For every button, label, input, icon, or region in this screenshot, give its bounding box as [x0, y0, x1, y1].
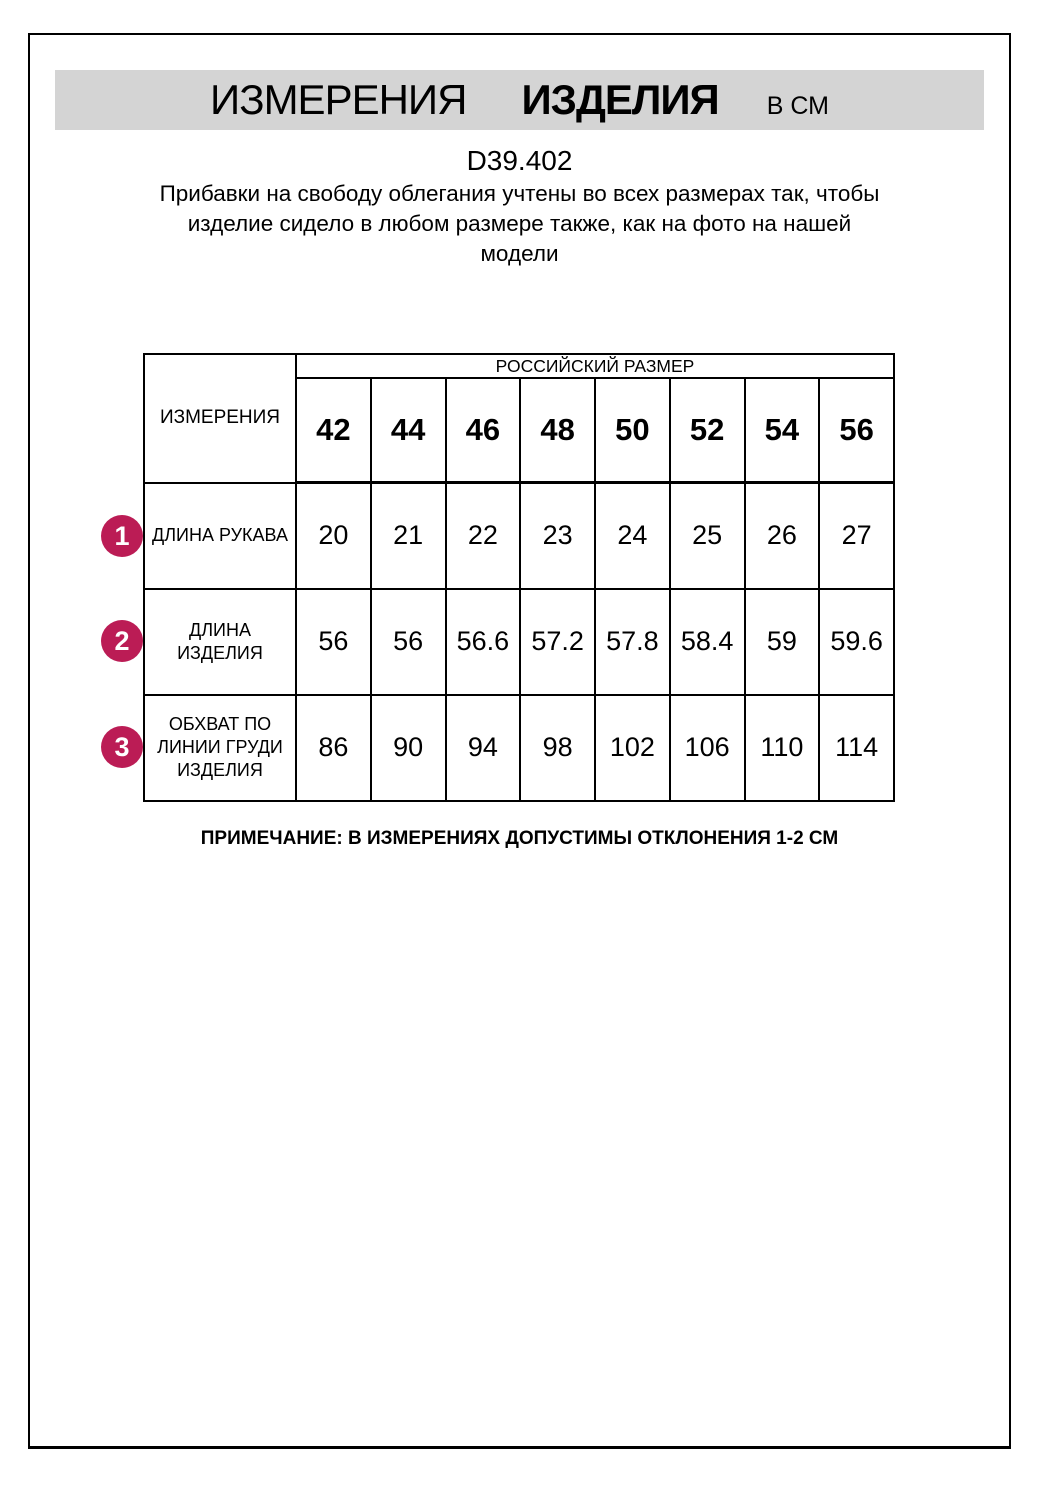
row-label-cell [144, 483, 296, 589]
size-cell: 42 [296, 378, 371, 483]
row-label-line: ИЗДЕЛИЯ [177, 760, 263, 780]
row-label-line: ИЗДЕЛИЯ [177, 642, 263, 663]
row-label-line: ЛИНИИ ГРУДИ [157, 737, 283, 757]
row-label-line: ДЛИНА [189, 619, 251, 640]
row-label-cell [144, 695, 296, 801]
value-cell: 56 [371, 589, 446, 695]
value-cell: 94 [446, 695, 521, 801]
value-cell: 102 [595, 695, 670, 801]
table-row-sleeve-length [144, 483, 894, 589]
table-row-chest-girth [144, 695, 894, 801]
value-cell: 86 [296, 695, 371, 801]
title-units: В СМ [766, 92, 829, 120]
measurements-header-cell: ИЗМЕРЕНИЯ [144, 354, 296, 483]
page-title-bold: ИЗДЕЛИЯ [521, 76, 719, 123]
size-table [143, 353, 895, 802]
value-cell: 25 [670, 483, 745, 589]
value-cell: 57.8 [595, 589, 670, 695]
value-cell: 20 [296, 483, 371, 589]
page-title-regular: ИЗМЕРЕНИЯ [210, 76, 467, 123]
row-label-line: ДЛИНА РУКАВА [152, 525, 288, 545]
document-page [28, 33, 1011, 1449]
size-cell: 48 [520, 378, 595, 483]
size-cell: 46 [446, 378, 521, 483]
value-cell: 24 [595, 483, 670, 589]
title-banner [55, 70, 984, 130]
group-header-row [144, 354, 894, 378]
row-label-cell [144, 589, 296, 695]
size-cell: 50 [595, 378, 670, 483]
size-cell: 44 [371, 378, 446, 483]
article-code: D39.402 [466, 145, 573, 176]
size-cell: 56 [819, 378, 894, 483]
value-cell: 59.6 [819, 589, 894, 695]
size-cell: 52 [670, 378, 745, 483]
row-marker-1: 1 [101, 515, 143, 557]
size-cell: 54 [745, 378, 820, 483]
value-cell: 26 [745, 483, 820, 589]
value-cell: 106 [670, 695, 745, 801]
row-label-line: ОБХВАТ ПО [168, 714, 272, 734]
value-cell: 22 [446, 483, 521, 589]
size-table-zone [114, 353, 895, 802]
value-cell: 90 [371, 695, 446, 801]
value-cell: 114 [819, 695, 894, 801]
value-cell: 56 [296, 589, 371, 695]
intro-line: модели [480, 241, 559, 266]
intro-line: изделие сидело в любом размере также, как на фото на нашей [187, 211, 852, 236]
row-marker-3: 3 [101, 726, 143, 768]
intro-line: Прибавки на свободу облегания учтены во всех размерах так, чтобы [159, 181, 880, 206]
value-cell: 110 [745, 695, 820, 801]
note-text: ПРИМЕЧАНИЕ: В ИЗМЕРЕНИЯХ ДОПУСТИМЫ ОТКЛОНЕНИЯ 1-2 СМ [200, 827, 839, 849]
value-cell: 23 [520, 483, 595, 589]
size-group-header-cell: РОССИЙСКИЙ РАЗМЕР [296, 354, 894, 378]
value-cell: 27 [819, 483, 894, 589]
row-marker-2: 2 [101, 620, 143, 662]
value-cell: 21 [371, 483, 446, 589]
table-row-item-length [144, 589, 894, 695]
value-cell: 56.6 [446, 589, 521, 695]
value-cell: 98 [520, 695, 595, 801]
value-cell: 59 [745, 589, 820, 695]
intro-paragraph [30, 179, 1009, 269]
value-cell: 58.4 [670, 589, 745, 695]
value-cell: 57.2 [520, 589, 595, 695]
